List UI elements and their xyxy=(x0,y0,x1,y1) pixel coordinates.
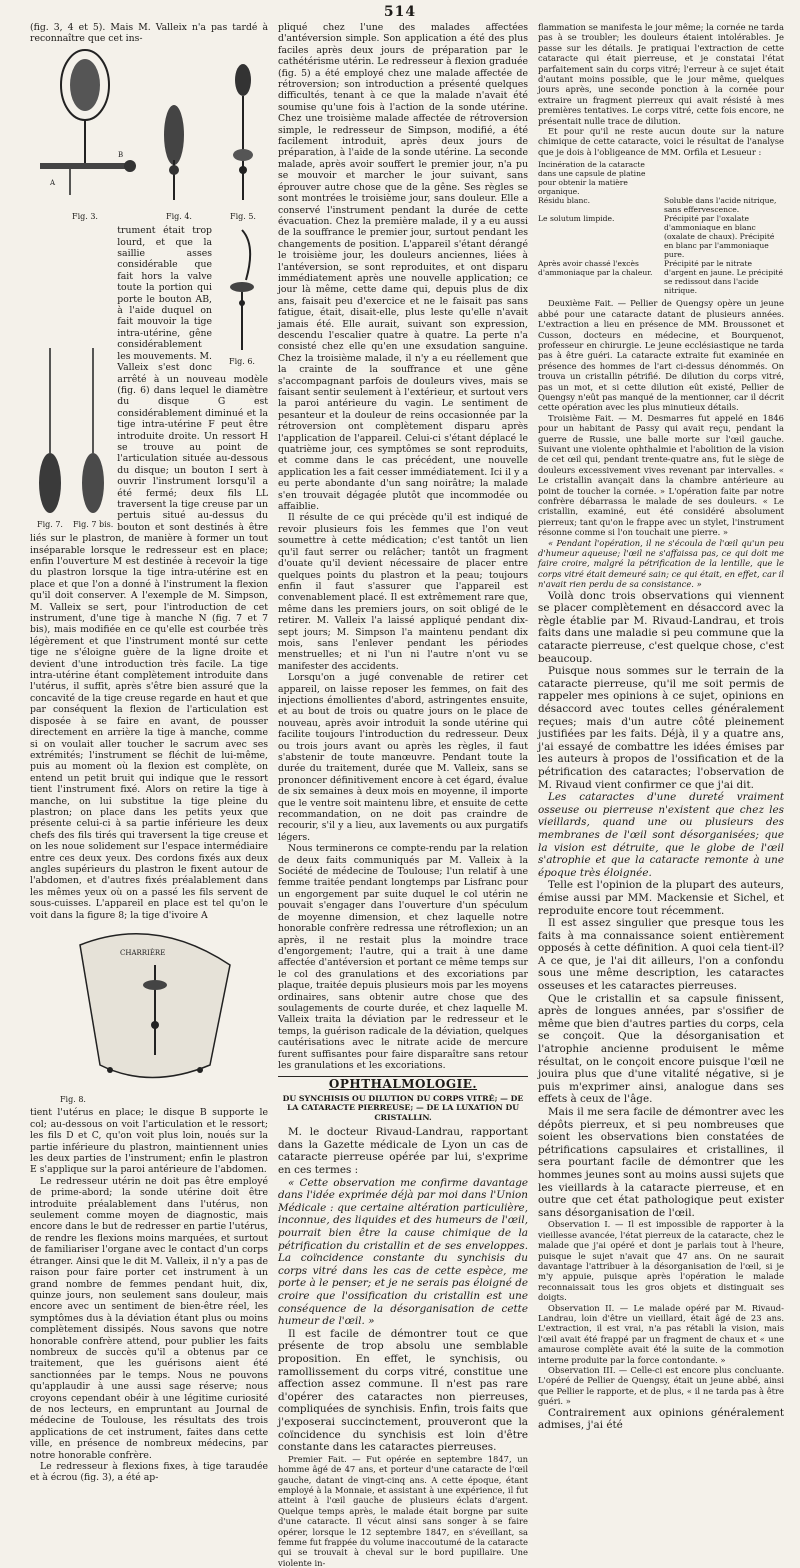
paragraph: flammation se manifesta le jour même; la cornée ne tarda pas à se troubler; les douleurs étaient intolérables. Je passe sur les détails. Je pratiquai l'extraction de cette cataracte qui était pierreuse, et je constatai l'état parfaitement sain du corps vitré; l'erreur à ce sujet était d'autant moins possible, que le jour même, quelques jours après, une seconde ponction à la cornée pour extraire un fragment pierreux qui avait résisté à mes premières tentatives. Le corps vitré, cette fois encore, ne présentait nulle trace de dilution. xyxy=(538,22,784,126)
paragraph: Puisque nous sommes sur le terrain de la cataracte pierreuse, qu'il me soit permis de rappeler mes opinions à ce sujet, opinions en désaccord avec toutes celles généralement reçues; mais d'un autre côté pleinement justifiées par les faits. Déjà, il y a quatre ans, j'ai essayé de combattre les idées émises par les auteurs à propos de l'ossification et de la pétrification des cataractes; l'observation de M. Rivaud vient confirmer ce que j'ai dit. xyxy=(538,665,784,791)
paragraph: Et pour qu'il ne reste aucun doute sur la nature chimique de cette cataracte, voici le résultat de l'analyse que je dois à l'obligeance de MM. Orfila et Lesueur : xyxy=(538,126,784,157)
paragraph: Telle est l'opinion de la plupart des auteurs, émise aussi par MM. Mackensie et Sichel, et reproduite encore tout récemment. xyxy=(538,879,784,917)
paragraph: Deuxième Fait. — Pellier de Quengsy opère un jeune abbé pour une cataracte datant de plusieurs années. L'extraction a lieu en présence de MM. Broussonet et Cusson, docteurs en médecine, et Bourquenot, professeur en chirurgie. Le jeune ecclésiastique ne tarda pas à être guéri. La cataracte extraite fut examinée en présence des hommes de l'art ci-dessus dénommés. On trouva un cristallin pétrifié. De dilution du corps vitré, pas un mot, et si cette dilution eût existé, Pellier de Quengsy n'eût pas manqué de la mentionner, car il décrit cette opération avec les plus minutieux détails. xyxy=(538,298,784,413)
section-title: OPHTHALMOLOGIE. xyxy=(328,1077,478,1092)
svg-text:B: B xyxy=(118,150,124,159)
paragraph: (fig. 3, 4 et 5). Mais M. Valleix n'a pas tardé à reconnaître que cet ins- xyxy=(30,22,268,45)
paragraph: Le redresseur à flexions fixes, à tige taraudée et à écrou (fig. 3), a été ap- xyxy=(30,1461,268,1484)
handle-rod-illustration xyxy=(30,343,70,518)
figure-7-bis xyxy=(73,343,113,530)
figure-8-caption: Fig. 8. xyxy=(60,1095,86,1104)
table-cell: Soluble dans l'acide nitrique, sans effervescence. xyxy=(664,196,777,215)
paragraph: Mais il me sera facile de démontrer avec les dépôts pierreux, et si peu nombreuses que soient les observations bien constatées de pétrifications capsulaires et cristallines, il sera pourtant facile de démontrer que les hommes jeunes sont au moins aussi sujets que les vieillards à la cataracte pierreuse, et en outre que cet état pathologique peut exister sans désorganisation de l'œil. xyxy=(538,1106,784,1219)
figure-4 xyxy=(144,100,214,222)
figure-3 xyxy=(30,45,140,222)
column-middle xyxy=(278,22,528,1568)
paragraph: Que le cristallin et sa capsule finissent, après de longues années, par s'ossifier de même que bien d'autres parties du corps, cela se conçoit. Que la désorganisation et l'atrophie ancienne produisent le même résultat, on le conçoit encore puisque l'œil ne jouira plus que d'une vitalité négative, si je puis m'exprimer ainsi, analogue dans ses effets à ceux de l'âge. xyxy=(538,992,784,1106)
figure-6-caption: Fig. 6. xyxy=(229,357,255,367)
paragraph: Lorsqu'on a jugé convenable de retirer cet appareil, on laisse reposer les femmes, on fait des injections émollientes d'abord, astringentes ensuite, et au bout de trois ou quatre jours on le place de nouveau, après avoir introduit la sonde utérine qui facilite toujours l'introduction du redresseur. Deux ou trois jours avant ou après les règles, il faut s'abstenir de toute manœuvre. Pendant toute la durée du traitement, durée que M. Valleix, sans se prononcer définitivement encore à cet égard, évalue de six semaines à deux mois en moyenne, il importe que le ventre soit maintenu libre, et ensuite de cette recommandation, on ne doit pas craindre de recourir, s'il y a lieu, aux lavements ou aux purgatifs légers. xyxy=(278,672,528,843)
table-cell: Précipité par le nitrate d'argent en jaune. Le précipité se redissout dans l'acide nitrique. xyxy=(664,259,784,296)
analysis-table xyxy=(538,160,784,295)
quotation: « Cette observation me confirme davantage dans l'idée exprimée déjà par moi dans l'Union Médicale : que certaine altération particulière, inconnue, des liquides et des humeurs de l'œil, pourrait bien être la cause chimique de la pétrification du cristallin et de ses enveloppes. La coïncidence constante du synchisis du corps vitré dans les cas de cette espèce, me porte à le penser; et je ne serais pas éloigné de croire que l'ossification du cristallin est une conséquence de la désorganisation de cette humeur de l'œil. » xyxy=(278,1176,528,1328)
handle-rod-bis-illustration xyxy=(73,343,113,518)
figures-3-4-5 xyxy=(30,45,268,222)
table-cell xyxy=(664,160,784,196)
figure-7 xyxy=(30,343,70,530)
paragraph: Le redresseur utérin ne doit pas être employé de prime-abord; la sonde utérine doit être introduite préalablement dans l'utérus, non seulement comme moyen de diagnostic, mais encore dans le but de redresser en partie l'utérus, de rendre les flexions moins marquées, et surtout de familiariser l'organe avec le contact d'un corps étranger. Ainsi que le dit M. Valleix, il n'y a pas de raison pour faire porter cet instrument à un grand nombre de femmes pendant huit, dix, quinze jours, non seulement sans douleur, mais encore avec un sentiment de bien-être réel, les symptômes dus à la déviation étant plus ou moins complètement dissipés. Nous savons que notre honorable confrère attend, pour publier les faits nombreux de succès qu'il a obtenus par ce traitement, que les guérisons aient été sanctionnées par le temps. Nous ne pouvons qu'applaudir à une aussi sage réserve; nous croyons cependant obéir à une légitime curiosité de nos lecteurs, en empruntant au Journal de médecine de Toulouse, les résultats des trois applications de cet instrument, faites dans cette ville, en présence de nombreux médecins, par notre honorable confrère. xyxy=(30,1175,268,1461)
paragraph: Il est facile de démontrer tout ce que présente de trop absolu une semblable proposition. En effet, le synchisis, ou ramollissement du corps vitré, constitue une affection assez commune. Il n'est pas rare d'opérer des cataractes non pierreuses, compliquées de synchisis. Enfin, trois faits que j'exposerai succinctement, prouveront que la coïncidence du synchisis est loin d'être constante dans les cataractes pierreuses. xyxy=(278,1327,528,1454)
paragraph: Il est assez singulier que presque tous les faits à ma connaissance soient entièrement opposés à cette définition. A quoi cela tient-il? A ce que, je l'ai dit ailleurs, l'on a confondu sous une même description, les cataractes osseuses et les cataractes pierreuses. xyxy=(538,917,784,993)
modified-redresser-illustration xyxy=(216,225,268,355)
table-cell: Résidu blanc. xyxy=(538,196,591,206)
column-right xyxy=(538,22,784,1432)
paragraph: Observation III. — Celle-ci est encore plus concluante. L'opéré de Pellier de Quengsy, était un jeune abbé, ainsi que Pellier le rapporte, et de plus, « il ne tarda pas à être guéri. » xyxy=(538,1365,784,1407)
quotation: « Pendant l'opération, il ne s'écoula de l'œil qu'un peu d'humeur aqueuse; l'œil ne s'affaissa pas, ce qui doit me faire croire, malgré la pétrification de la lentille, que le corps vitré était demeuré sain; ce qui était, en effet, car il n'avait rien perdu de sa consistance. » xyxy=(538,537,784,590)
column-left xyxy=(30,22,268,1484)
paragraph: M. le docteur Rivaud-Landrau, rapportant dans la Gazette médicale de Lyon un cas de cataracte pierreuse opérée par lui, s'exprime en ces termes : xyxy=(278,1126,528,1177)
figure-5-caption: Fig. 5. xyxy=(230,211,256,221)
figure-8-label: CHARRIÈRE xyxy=(120,949,166,957)
table-cell: Le solutum limpide. xyxy=(538,214,615,224)
figure-3-caption: Fig. 3. xyxy=(72,211,98,221)
paragraph: Troisième Fait. — M. Desmarres fut appelé en 1846 pour un habitant de Passy qui avait reçu, pendant la guerre de Russie, une balle morte sur l'œil gauche. Suivant une violente ophthalmie et l'abolition de la vision de cet œil qui, pendant trente-quatre ans, fut le siège de douleurs excessivement vives revenant par intervalles. « Le cristallin avançait dans la chambre antérieure au point de toucher la cornée. » L'opération faite par notre confrère débarrassa le malade de ses douleurs. « Le cristallin, examiné, eut été considéré absolument pierreux; tant qu'on le frappe avec un stylet, l'instrument résonne comme si l'on touchait une pierre. » xyxy=(538,412,784,538)
paragraph: Nous terminerons ce compte-rendu par la relation de deux faits communiqués par M. Valleix à la Société de médecine de Toulouse; l'un relatif à une femme traitée pendant longtemps par Lisfranc pour un engorgement par suite duquel le col utérin ne pouvait s'engager dans l'ouverture d'un spéculum de moyenne dimension, et chez laquelle notre honorable confrère redressa une rétroflexion; un an après, il ne restait plus la moindre trace d'engorgement; l'autre, qui a trait à une dame affectée d'antéversion et portant ce même temps sur le col des granulations et des excoriations par plaque, traitée depuis plusieurs mois par les moyens ordinaires, sans obtenir autre chose que des soulagements de courte durée, et chez laquelle M. Valleix traita la déviation par le redresseur et le temps, la guérison radicale de la déviation, quelques cautérisations avec le nitrate acide de mercure furent suffisantes pour faire disparaître sans retour les granulations et les excoriations. xyxy=(278,843,528,1071)
paragraph: Premier Fait. — Fut opérée en septembre 1847, un homme âgé de 47 ans, et porteur d'une cataracte de l'œil gauche, datant de vingt-cinq ans. A cette époque, étant employé à la Monnaie, et assistant à une expérience, il fut atteint à l'œil gauche de plusieurs éclats d'argent. Quelque temps après, le malade était borgne par suite d'une cataracte. Il vécut ainsi sans songer à se faire opérer, lorsque le 12 septembre 1847, en s'éveillant, sa femme fut frappée du volume inaccoutumé de la cataracte qui se trouvait à cheval sur le bord pupillaire. Une violente in- xyxy=(278,1453,528,1568)
paragraph: Voilà donc trois observations qui viennent se placer complètement en désaccord avec la règle établie par M. Rivaud-Landrau, et trois faits dans une maladie si peu commune que la cataracte pierreuse, c'est quelque chose, c'est beaucoup. xyxy=(538,589,784,665)
paragraph: Il résulte de ce qui précède qu'il est indiqué de revoir plusieurs fois les femmes que l'on veut soumettre à cette médication; c'est tantôt un lien qu'il faut serrer ou relâcher; tantôt un fragment d'ouate qu'il devient nécessaire de placer entre quelques points du plastron et la peau; toujours enfin il faut s'assurer que l'appareil est convenablement placé. Il est extrêmement rare que, même dans les premiers jours, on soit obligé de le retirer. M. Valleix l'a laissé appliqué pendant dix-sept jours; M. Simpson l'a maintenu pendant dix mois, sans l'enlever pendant les périodes menstruelles; et ni l'un ni l'autre n'ont vu se manifester des accidents. xyxy=(278,512,528,672)
applied-apparatus-illustration xyxy=(60,925,250,1093)
figure-4-caption: Fig. 4. xyxy=(166,211,192,221)
figure-6 xyxy=(216,225,268,367)
svg-text:A: A xyxy=(50,178,56,187)
figure-8 xyxy=(60,925,268,1105)
figure-5 xyxy=(218,60,268,222)
table-cell: Précipité par l'oxalate d'ammoniaque en blanc (oxalate de chaux). Précipité en blanc par l'ammoniaque pure. xyxy=(664,214,775,260)
article-title: DU SYNCHISIS OU DILUTION DU CORPS VITRÉ; — DE LA CATARACTE PIERREUSE; — DE LA LUXATION DU CRISTALLIN. xyxy=(282,1093,524,1122)
figure-7-bis-caption: Fig. 7 bis. xyxy=(73,520,114,530)
table-cell: Après avoir chassé l'excès d'ammoniaque par la chaleur. xyxy=(538,259,653,278)
uterine-redresser-illustration xyxy=(30,45,140,210)
paragraph: Observation II. — Le malade opéré par M. Rivaud-Landrau, loin d'être un vieillard, était âgé de 23 ans. L'extraction, il est vrai, n'a pas rétabli la vision, mais l'œil avait été frappé par un fragment de chaux et « une amaurose complète avait été la suite de la commotion interne produite par la force contondante. » xyxy=(538,1302,784,1365)
redresser-side-illustration xyxy=(144,100,214,210)
paragraph: trument était trop lourd, et que la saillie asses considérable que fait hors la valve toute la portion qui porte le bouton AB, à l'aide duquel on fait mouvoir la tige intra-utérine, gêne considérablement les mouvements. M. Valleix s'est donc arrêté à un nouveau modèle (fig. 6) dans lequel le diamètre du disque G est considérablement diminué et la tige intra-utérine F peut être introduite droite. Un ressort H se trouve au point de l'articulation située au-dessous du disque; un bouton I sert à ouvrir l'instrument lorsqu'il a été fermé; deux fils LL traversent la tige creuse par un pertuis situé au-dessus du bouton et sont destinés à être liés sur le plastron, de manière à former un tout inséparable lorsque le redresseur est en place; enfin l'ouverture M est destinée à recevoir la tige du plastron lorsque la tige intra-utérine est en place et que l'on a donné à l'instrument la flexion qu'il doit conserver. A l'exemple de M. Simpson, M. Valleix se sert, pour l'introduction de cet instrument, d'une tige à manche N (fig. 7 et 7 bis), mais modifiée en ce qu'elle est courbée très légèrement et que l'instrument monté sur cette tige ne s'éloigne guère de la ligne droite et devient d'une introduction très facile. La tige intra-utérine étant complètement introduite dans l'utérus, il suffit, après s'être bien assuré que la concavité de la tige creuse regarde en haut et que par conséquent la flexion de l'articulation est disposée à se faire en avant, de pousser directement en arrière la tige à manche, comme si on voulait aller toucher le sacrum avec ses extrémités; l'instrument se fléchit de lui-même, puis au moment où la flexion est complète, on entend un petit bruit qui indique que le ressort tient l'instrument fixé. Alors on retire la tige à manche, on lui substitue la tige pleine du plastron; on place dans les petits yeux que présente celui-ci à sa partie inférieure les deux chefs des fils tirés qui traversent la tige creuse et on les noue solidement sur l'espace intermédiaire entre ces deux yeux. Des cordons fixés aux deux angles supérieurs du plastron le fixent autour de l'abdomen, et d'autres fixés préalablement dans les mêmes yeux où on a passé les fils servent de sous-cuisses. L'appareil en place est tel qu'on le voit dans la figure 8; la tige d'ivoire A xyxy=(30,225,268,921)
paragraph: pliqué chez l'une des malades affectées d'antéversion simple. Son application a été des plus faciles après deux jours de préparation par le cathétérisme utérin. Le redresseur à flexion graduée (fig. 5) a été employé chez une malade affectée de rétroversion; son introduction a présenté quelques difficultés, tenant à ce que la malade n'avait été soumise qu'une fois à l'action de la sonde utérine. Chez une troisième malade affectée de rétroversion simple, le redresseur de Simpson, modifié, a été facilement introduit, après deux jours de préparation, à l'aide de la sonde utérine. La seconde malade, après avoir souffert le premier jour, n'a pu se mouvoir et marcher le jour suivant, sans éprouver autre chose que de la gêne. Ses règles se sont montrées le troisième jour, sans douleur. Elle a conservé l'instrument pendant la durée de cette évacuation. Chez la première malade, il y a eu aussi de la souffrance le premier jour, surtout pendant les changements de position. L'appareil s'étant dérangé le troisième jour, les douleurs anciennes, liées à l'antéversion, se sont reproduites, et ont disparu immédiatement après une nouvelle application; ce jour là même, cette dame qui, depuis plus de dix ans, faisait peu d'exercice et ne le faisait pas sans fatigue, était, disait-elle, plus leste qu'elle n'avait jamais été. Elle aurait, suivant son expression, descendu l'escalier quatre à quatre. La perte n'a consisté chez elle qu'en une exsudation sanguine. Chez la troisième malade, il n'y a eu réellement que la crainte de la souffrance et une gêne s'accompagnant parfois de douleurs vives, mais se faisant sentir seulement à l'extérieur, et surtout vers la paroi antérieure du vagin. Le sentiment de pesanteur et la douleur de reins occasionnée par la rétroversion ont complètement disparu après l'application de l'appareil. Celui-ci s'étant déplacé le quatrième jour, ces symptômes se sont reproduits, et comme dans le cas précédent, une nouvelle application les a fait cesser immédiatement. Ici il y a eu perte abondante d'un sang noirâtre; la malade s'en trouvait dégagée plutôt que incommodée ou affaiblie. xyxy=(278,22,528,513)
paragraph: Les cataractes d'une dureté vraiment osseuse ou pierreuse n'existent que chez les vieillards, quand une ou plusieurs des membranes de l'œil sont désorganisées; que la vision est détruite, que le globe de l'œil s'atrophie et que la cataracte remonte à une époque très éloignée. xyxy=(538,791,784,879)
paragraph: Contrairement aux opinions généralement admises, j'ai été xyxy=(538,1406,784,1432)
graduated-redresser-illustration xyxy=(218,60,268,210)
table-cell: Incinération de la cataracte dans une capsule de platine pour obtenir la matière organique. xyxy=(538,160,646,197)
paragraph: tient l'utérus en place; le disque B supporte le col; au-dessous on voit l'articulation et le ressort; les fils D et C, qu'on voit plus loin, noués sur la partie inférieure du plastron, maintiennent unies les deux parties de l'instrument; enfin le plastron E s'applique sur la paroi antérieure de l'abdomen. xyxy=(30,1107,268,1176)
page-number: 514 xyxy=(383,4,417,20)
paragraph: Observation I. — Il est impossible de rapporter à la vieillesse avancée, l'état pierreux de la cataracte, chez le malade que j'ai opéré et dont je parlais tout à l'heure, puisque le sujet n'avait que 47 ans. On ne saurait davantage l'attribuer à la désorganisation de l'œil, si je m'y appuie, puisque après l'opération le malade reconnaissait tous les gros objets et distinguait ses doigts. xyxy=(538,1219,784,1303)
figures-7 xyxy=(30,343,113,530)
figure-7-caption: Fig. 7. xyxy=(37,520,63,530)
